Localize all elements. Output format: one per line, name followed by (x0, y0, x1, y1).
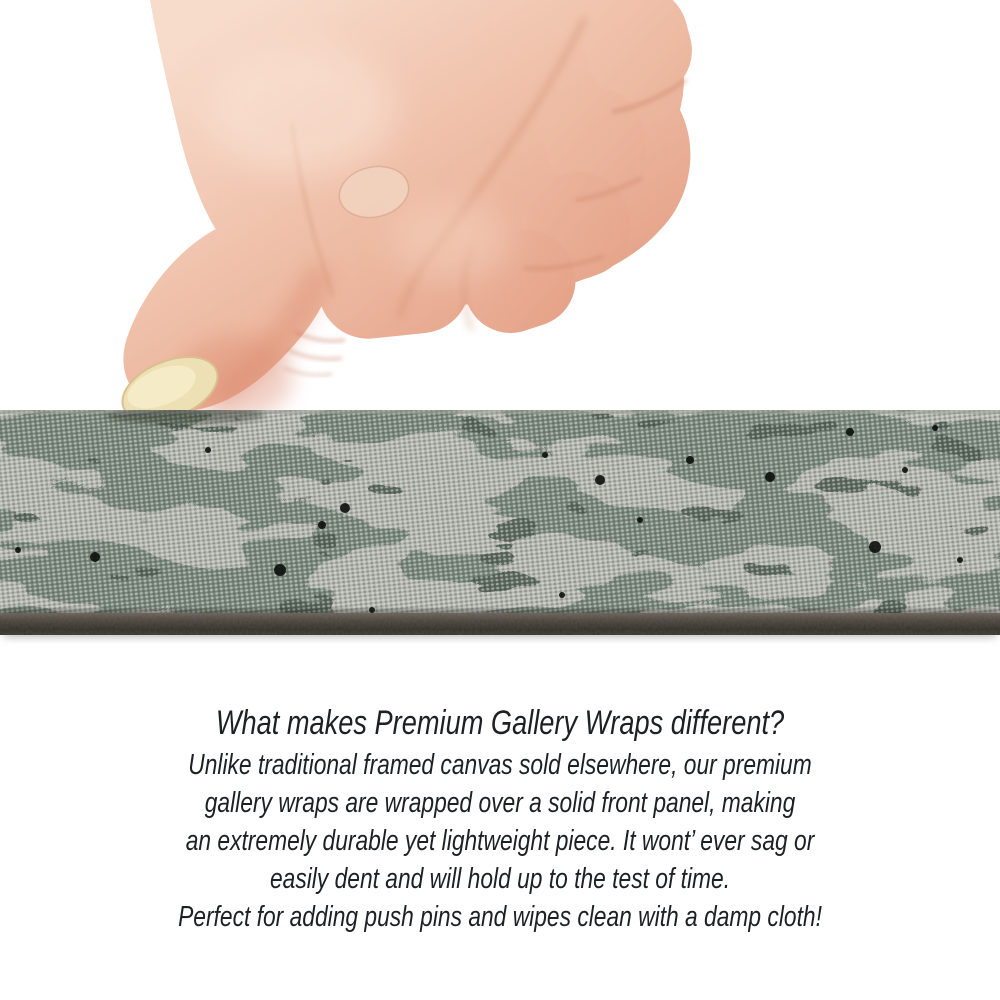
headline: What makes Premium Gallery Wraps different? (215, 704, 785, 742)
body-line-3: an extremely durable yet lightweight piece. It wont’ ever sag or (185, 825, 815, 857)
body-line-2: gallery wraps are wrapped over a solid front panel, making (204, 787, 796, 819)
body-line-4: easily dent and will hold up to the test of time. (269, 863, 731, 895)
text-block (0, 700, 1000, 936)
body-line-1: Unlike traditional framed canvas sold elsewhere, our premium (188, 749, 812, 781)
palm-highlight (205, 45, 395, 175)
canvas-edge-strip (0, 410, 1000, 635)
canvas-yellow-flecks (0, 410, 1000, 616)
hand-pressing-photo (0, 0, 1000, 414)
body-line-5: Perfect for adding push pins and wipes clean with a damp cloth! (178, 901, 822, 933)
panel-edge-grain (0, 613, 1000, 635)
canvas-texture (0, 410, 1000, 635)
finger-highlight (390, 200, 510, 280)
thumb-wrinkle-2 (288, 350, 342, 359)
